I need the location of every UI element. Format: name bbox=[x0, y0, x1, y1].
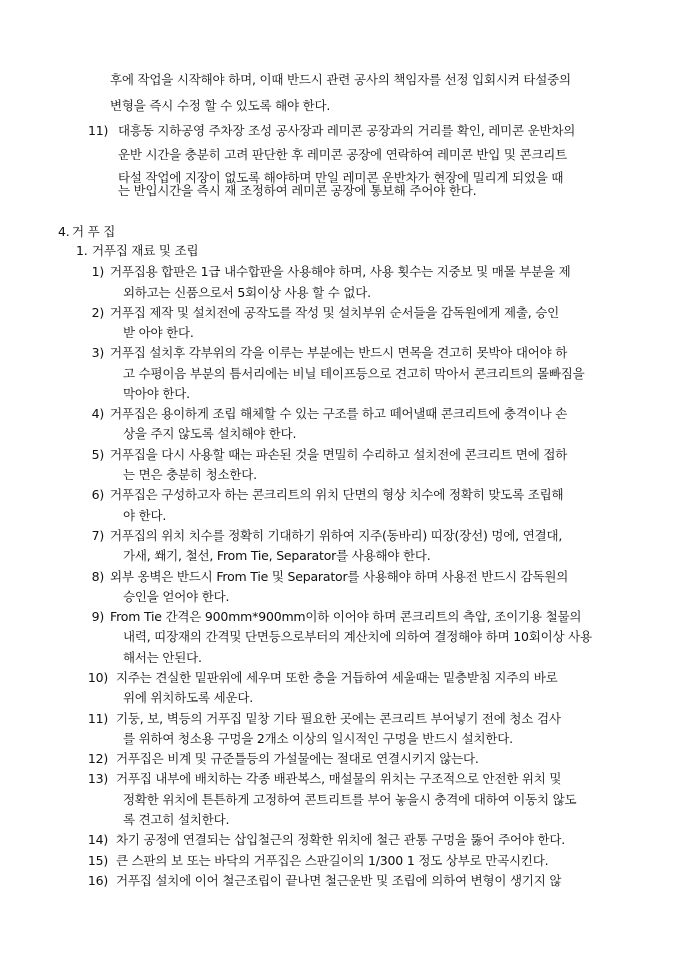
paragraph-line: From Tie 간격은 900mm*900mm이하 이어야 하며 콘크리트의 측압, 조이기용 철물의 bbox=[110, 609, 582, 624]
paragraph-line: 거푸집은 비계 및 규준틀등의 가설물에는 절대로 연결시키지 않는다. bbox=[116, 751, 479, 766]
paragraph-line: 대흥동 지하공영 주차장 조성 공사장과 레미콘 공장과의 거리를 확인, 레미콘 운반차의 bbox=[118, 123, 576, 138]
item-number: 9) bbox=[91, 609, 104, 624]
paragraph-line: 후에 작업을 시작해야 하며, 이때 반드시 관련 공사의 책임자를 선정 입회시켜 타설중의 bbox=[110, 72, 571, 87]
item-number: 2) bbox=[91, 305, 104, 320]
item-number: 4) bbox=[91, 406, 104, 421]
paragraph-line: 지주는 견실한 밑판위에 세우며 또한 층을 거듭하여 세울때는 밑층받침 지주의 바로 bbox=[116, 670, 558, 685]
paragraph-line: 큰 스판의 보 또는 바닥의 거푸집은 스판길이의 1/300 1 정도 상부로 만곡시킨다. bbox=[116, 853, 549, 868]
paragraph-line: 기둥, 보, 벽등의 거푸집 밑창 기타 필요한 곳에는 콘크리트 부어넣기 전에 청소 검사 bbox=[116, 711, 561, 726]
paragraph-line: 는 면은 충분히 청소한다. bbox=[123, 467, 257, 482]
paragraph-line: 거푸집용 합판은 1급 내수합판을 사용해야 하며, 사용 횟수는 지중보 및 매몰 부분을 제 bbox=[110, 264, 571, 279]
paragraph-line: 는 반입시간을 즉시 재 조정하여 레미콘 공장에 통보해 주어야 한다. bbox=[118, 183, 477, 198]
paragraph-line: 거푸집 설치에 이어 철근조립이 끝나면 철근운반 및 조립에 의하여 변형이 생기지 않 bbox=[116, 873, 562, 888]
paragraph-line: 고 수평이음 부분의 틈서리에는 비닐 테이프등으로 견고히 막아서 콘크리트의 몰빠짐을 bbox=[123, 366, 585, 381]
item-number: 11) bbox=[87, 711, 108, 726]
paragraph-line: 변형을 즉시 수정 할 수 있도록 해야 한다. bbox=[110, 98, 331, 113]
item-number: 1) bbox=[91, 264, 104, 279]
item-number: 6) bbox=[91, 487, 104, 502]
item-number: 10) bbox=[87, 670, 108, 685]
section-number: 4. bbox=[58, 224, 70, 239]
section-title: 거 푸 집 bbox=[72, 224, 116, 239]
item-number: 5) bbox=[91, 447, 104, 462]
paragraph-line: 를 위하여 청소용 구멍을 2개소 이상의 일시적인 구멍을 반드시 설치한다. bbox=[123, 731, 513, 746]
paragraph-line: 거푸집 제작 및 설치전에 공작도를 작성 및 설치부위 순서들을 감독원에게 제출, 승인 bbox=[110, 305, 560, 320]
paragraph-line: 거푸집의 위치 치수를 정확히 기대하기 위하여 지주(동바리) 띠장(장선) 멍에, 연결대, bbox=[110, 528, 563, 543]
paragraph-line: 운반 시간을 충분히 고려 판단한 후 레미콘 공장에 연락하여 레미콘 반입 및 콘크리트 bbox=[118, 147, 568, 162]
paragraph-line: 거푸집 내부에 배치하는 각종 배관복스, 매설물의 위치는 구조적으로 안전한 위치 및 bbox=[116, 771, 562, 786]
subsection-title: 거푸집 재료 및 조립 bbox=[92, 243, 199, 258]
paragraph-line: 차기 공정에 연결되는 삽입철근의 정확한 위치에 철근 관통 구멍을 뚫어 주어야 한다. bbox=[116, 832, 566, 847]
item-number: 8) bbox=[91, 569, 104, 584]
paragraph-line: 받 아야 한다. bbox=[123, 325, 194, 340]
subsection-number: 1. bbox=[76, 243, 88, 258]
item-number: 12) bbox=[87, 751, 108, 766]
item-number: 7) bbox=[91, 528, 104, 543]
paragraph-line: 정확한 위치에 튼튼하게 고정하여 콘트리트를 부어 놓을시 충격에 대하여 이동치 않도 bbox=[123, 792, 577, 807]
paragraph-line: 해서는 안된다. bbox=[123, 650, 202, 665]
paragraph-line: 야 한다. bbox=[123, 508, 167, 523]
item-number: 13) bbox=[87, 771, 108, 786]
paragraph-line: 승인을 얻어야 한다. bbox=[123, 589, 230, 604]
paragraph-line: 외부 옹벽은 반드시 From Tie 및 Separator를 사용해야 하며 사용전 반드시 감독원의 bbox=[110, 569, 569, 584]
paragraph-line: 거푸집은 구성하고자 하는 콘크리트의 위치 단면의 형상 치수에 정확히 맞도록 조립해 bbox=[110, 487, 564, 502]
item-number: 14) bbox=[87, 832, 108, 847]
item-number: 15) bbox=[87, 853, 108, 868]
paragraph-line: 외하고는 신품으로서 5회이상 사용 할 수 없다. bbox=[123, 285, 371, 300]
paragraph-line: 내력, 띠장재의 간격및 단면등으로부터의 계산치에 의하여 결정해야 하며 10회이상 사용 bbox=[123, 629, 592, 644]
paragraph-line: 가새, 쐐기, 철선, From Tie, Separator를 사용해야 한다. bbox=[123, 548, 431, 563]
paragraph-line: 상을 주지 않도록 설치해야 한다. bbox=[123, 426, 297, 441]
paragraph-line: 위에 위치하도록 세운다. bbox=[123, 690, 254, 705]
item-number: 3) bbox=[91, 345, 104, 360]
item-number: 16) bbox=[87, 873, 108, 888]
item-number: 11) bbox=[88, 123, 109, 138]
paragraph-line: 막아야 한다. bbox=[123, 386, 190, 401]
paragraph-line: 거푸집 설치후 각부위의 각을 이루는 부분에는 반드시 면목을 견고히 못박아 대어야 하 bbox=[110, 345, 568, 360]
paragraph-line: 거푸집은 용이하게 조립 해체할 수 있는 구조를 하고 떼어낼때 콘크리트에 충격이나 손 bbox=[110, 406, 568, 421]
paragraph-line: 타설 작업에 지장이 없도록 해야하며 만일 레미콘 운반차가 현장에 밀리게 되었을 때 bbox=[118, 170, 564, 185]
paragraph-line: 거푸집을 다시 사용할 때는 파손된 것을 면밀히 수리하고 설치전에 콘크리트 면에 접하 bbox=[110, 447, 568, 462]
paragraph-line: 록 견고히 설치한다. bbox=[123, 812, 230, 827]
